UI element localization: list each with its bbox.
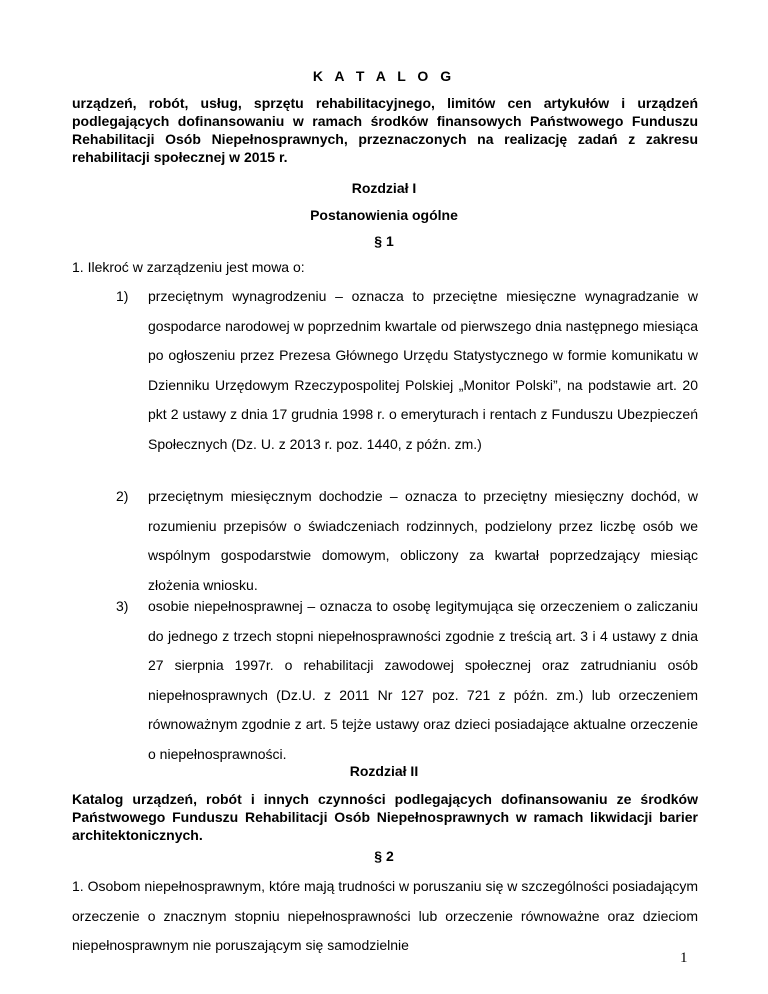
chapter-2-title: Katalog urządzeń, robót i innych czynności podlegających dofinansowaniu ze środków Państwowego Funduszu Rehabilitacji Osób Niepełnosprawnych w ramach likwidacji barier architektonicznych. <box>72 791 698 843</box>
document-title: K A T A L O G <box>312 68 456 84</box>
list-item <box>116 592 698 769</box>
document-subtitle: urządzeń, robót, usług, sprzętu rehabilitacyjnego, limitów cen artykułów i urządzeń podlegających dofinansowaniu w ramach środków finansowych Państwowego Funduszu Rehabilitacji Osób Niepełnosprawnych, przeznaczonych na realizację zadań z zakresu rehabilitacji społecznej w 2015 r. <box>72 95 698 165</box>
list-item <box>116 482 698 600</box>
list-item-number: 2) <box>116 488 129 504</box>
paragraph-1-symbol: § 1 <box>374 233 394 249</box>
list-item-number: 1) <box>116 288 129 304</box>
paragraph-2-text: 1. Osobom niepełnosprawnym, które mają trudności w poruszaniu się w szczególności posiadającym orzeczenie o znacznym stopniu niepełnosprawności lub orzeczenie równoważne oraz dzieciom niepełnosprawnym nie poruszającym się samodzielnie <box>72 878 698 953</box>
list-item-number: 3) <box>116 598 129 614</box>
list-item-text: osobie niepełnosprawnej – oznacza to osobę legitymująca się orzeczeniem o zaliczaniu do jednego z trzech stopni niepełnosprawności zgodnie z treścią art. 3 i 4 ustawy z dnia 27 sierpnia 1997r. o rehabilitacji zawodowej społecznej oraz zatrudnianiu osób niepełnosprawnych (Dz.U. z 2011 Nr 127 poz. 721 z późn. zm.) lub orzeczeniem równoważnym zgodnie z art. 5 tejże ustawy oraz dzieci posiadające aktualne orzeczenie o niepełnosprawności. <box>148 598 698 762</box>
paragraph-1-intro: 1. Ilekroć w zarządzeniu jest mowa o: <box>72 259 305 275</box>
chapter-2-heading: Rozdział II <box>349 763 419 779</box>
chapter-1-subheading: Postanowienia ogólne <box>310 207 458 223</box>
paragraph-2-symbol: § 2 <box>374 848 394 864</box>
list-item-text: przeciętnym miesięcznym dochodzie – oznacza to przeciętny miesięczny dochód, w rozumieniu przepisów o świadczeniach rodzinnych, podzielony przez liczbę osób we wspólnym gospodarstwie domowym, obliczony za kwartał poprzedzający miesiąc złożenia wniosku. <box>148 488 698 593</box>
list-item <box>116 282 698 459</box>
chapter-1-heading: Rozdział I <box>351 180 417 196</box>
page-number: 1 <box>680 950 688 966</box>
list-item-text: przeciętnym wynagrodzeniu – oznacza to przeciętne miesięczne wynagradzanie w gospodarce narodowej w poprzednim kwartale od pierwszego dnia następnego miesiąca po ogłoszeniu przez Prezesa Głównego Urzędu Statystycznego w formie komunikatu w Dzienniku Urzędowym Rzeczypospolitej Polskiej „Monitor Polski”, na podstawie art. 20 pkt 2 ustawy z dnia 17 grudnia 1998 r. o emeryturach i rentach z Funduszu Ubezpieczeń Społecznych (Dz. U. z 2013 r. poz. 1440, z późn. zm.) <box>148 288 698 452</box>
